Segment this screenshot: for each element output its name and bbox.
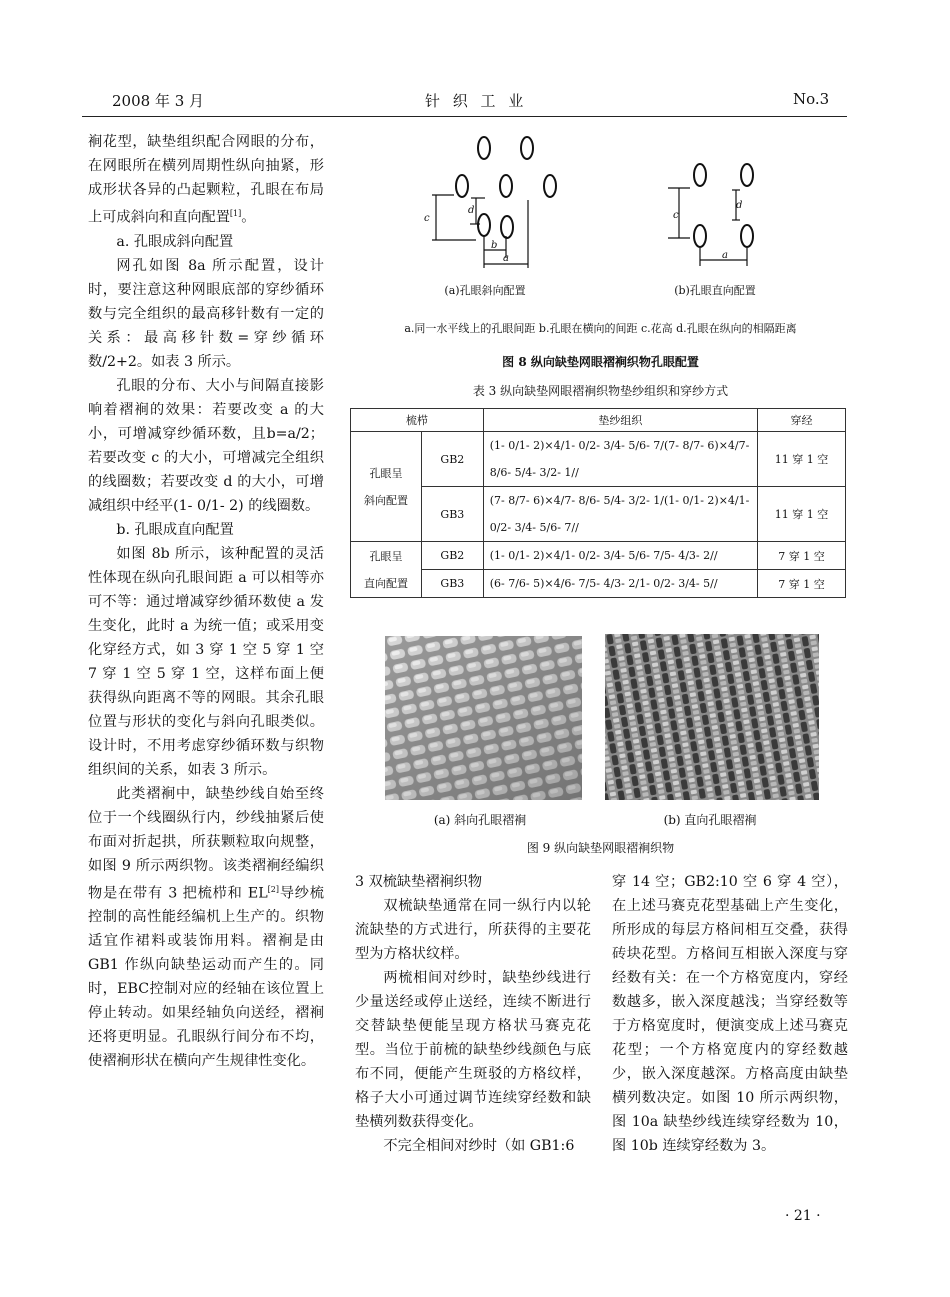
figure-9a-caption: (a) 斜向孔眼褶裥 bbox=[433, 813, 527, 827]
bar-cell: GB2 bbox=[422, 542, 484, 570]
fabric-photo-a bbox=[385, 636, 582, 800]
paragraph: 不完全相间对纱时（如 GB1:6 bbox=[383, 1138, 575, 1154]
figure-8-title: 图 8 纵向缺垫网眼褶裥织物孔眼配置 bbox=[502, 355, 699, 369]
threading-cell: 7 穿 1 空 bbox=[758, 570, 846, 598]
header-issue: No.3 bbox=[793, 90, 830, 108]
eyelet-holes-b bbox=[694, 164, 753, 247]
reference-mark: [1] bbox=[229, 209, 242, 218]
page-number: · 21 · bbox=[785, 1208, 821, 1224]
table-3-title: 表 3 纵向缺垫网眼褶裥织物垫纱组织和穿纱方式 bbox=[472, 384, 729, 398]
subheading-b: b. 孔眼成直向配置 bbox=[116, 521, 234, 538]
dimension-labels-b bbox=[673, 200, 742, 261]
group-label: 孔眼呈 bbox=[369, 549, 403, 563]
figure-8a-caption: (a)孔眼斜向配置 bbox=[444, 284, 526, 297]
paragraph: 双梳缺垫通常在同一纵行内以轮流缺垫的方式进行，所获得的主要花型为方格状纹样。 bbox=[355, 898, 591, 962]
left-column bbox=[88, 130, 324, 1073]
lapping-cell: (7- 8/7- 6)×4/7- 8/6- 5/4- 3/2- 1/(1- 0/1- 2)×4/1- 0/2- 3/4- 5/6- 7// bbox=[483, 487, 757, 542]
figure-9b-caption: (b) 直向孔眼褶裥 bbox=[663, 813, 757, 827]
threading-cell: 11 穿 1 空 bbox=[758, 432, 846, 487]
table-row bbox=[351, 432, 846, 487]
section-heading: 3 双梳缺垫褶裥织物 bbox=[355, 874, 483, 890]
table-row bbox=[351, 542, 846, 570]
label-a: a bbox=[503, 253, 509, 264]
threading-cell: 11 穿 1 空 bbox=[758, 487, 846, 542]
paragraph: 如图 8b 所示，该种配置的灵活性体现在纵向孔眼间距 a 可以相等亦可不等：通过增减穿纱循环数使 a 发生变化，此时 a 为统一值；或采用变化穿经方式，如 3 穿 1 空 5 穿 1 空 7 穿 1 空 5 穿 1 空，这样布面上便获得纵向距离不等的网眼。其余孔眼位置与形状的变化与斜向孔眼类似。设计时，不用考虑穿纱循环数与织物组织间的关系，如表 3 所示。 bbox=[88, 545, 324, 778]
paragraph: 孔眼的分布、大小与间隔直接影响着褶裥的效果：若要改变 a 的大小，可增减穿纱循环数，且b=a/2；若要改变 c 的大小，可增减完全组织的线圈数；若要改变 d 的大小，可增减组织中经平(1- 0/1- 2) 的线圈数。 bbox=[88, 377, 324, 514]
group-label: 直向配置 bbox=[364, 576, 408, 590]
right-column bbox=[612, 870, 848, 1158]
paragraph-text: 导纱梳控制的高性能经编机上生产的。织物适宜作裙料或装饰用料。褶裥是由 GB1 作纵向缺垫运动而产生的。同时，EBC控制对应的经轴在该位置上停止转动。如果经轴负向送经，褶裥还将更明显。孔眼纵行间分布不均，使褶裥形状在横向产生规律性变化。 bbox=[88, 885, 324, 1070]
paragraph-text: 此类褶裥中，缺垫纱线自始至终位于一个线圈纵行内，纱线抽紧后使布面对折起拱，所获颗粒取向规整，如图 9 所示两织物。该类褶裥经编织物是在带有 3 把梳栉和 EL bbox=[88, 785, 324, 902]
threading-cell: 7 穿 1 空 bbox=[758, 542, 846, 570]
label-c: c bbox=[673, 210, 679, 221]
table-3 bbox=[350, 408, 846, 598]
paragraph: 网孔如图 8a 所示配置，设计时，要注意这种网眼底部的穿纱循环数与完全组织的最高移针数有一定的关系：最高移针数=穿纱循环数/2+2。如表 3 所示。 bbox=[88, 257, 324, 370]
table-header-row bbox=[351, 409, 846, 432]
paragraph bbox=[88, 130, 324, 230]
header-cell: 梳栉 bbox=[351, 409, 484, 432]
label-b: b bbox=[491, 240, 498, 251]
subheading-a: a. 孔眼成斜向配置 bbox=[116, 233, 234, 250]
table-row bbox=[351, 570, 846, 598]
header-date: 2008 年 3 月 bbox=[112, 92, 205, 110]
dimension-labels-a bbox=[424, 205, 509, 264]
figure-9-title: 图 9 纵向缺垫网眼褶裥织物 bbox=[526, 841, 675, 855]
lapping-cell: (1- 0/1- 2)×4/1- 0/2- 3/4- 5/6- 7/(7- 8/7- 6)×4/7- 8/6- 5/4- 3/2- 1// bbox=[483, 432, 757, 487]
reference-mark: [2] bbox=[267, 884, 280, 894]
label-d: d bbox=[468, 205, 475, 216]
group-cell bbox=[351, 432, 422, 542]
paragraph-end: 。 bbox=[241, 209, 256, 226]
header-cell: 穿经 bbox=[758, 409, 846, 432]
lapping-cell: (6- 7/6- 5)×4/6- 7/5- 4/3- 2/1- 0/2- 3/4- 5// bbox=[483, 570, 757, 598]
label-d: d bbox=[736, 200, 743, 211]
label-c: c bbox=[424, 213, 430, 224]
figure-8-legend: a.同一水平线上的孔眼间距 b.孔眼在横向的间距 c.花高 d.孔眼在纵向的相隔距离 bbox=[404, 322, 797, 335]
group-label: 孔眼呈 bbox=[369, 466, 403, 480]
header-rule bbox=[82, 116, 847, 117]
eyelet-holes-a bbox=[456, 137, 556, 238]
bar-cell: GB3 bbox=[422, 570, 484, 598]
header-journal: 针 织 工 业 bbox=[425, 92, 528, 110]
group-cell bbox=[351, 542, 422, 598]
paragraph: 穿 14 空；GB2:10 空 6 穿 4 空），在上述马赛克花型基础上产生变化，所形成的每层方格间相互交叠，获得砖块花型。方格间互相嵌入深度与穿经数有关：在一个方格宽度内，穿经数越多，嵌入深度越浅；当穿经数等于方格宽度时，便演变成上述马赛克花型；一个方格宽度内的穿经数越少，嵌入深度越深。方格高度由缺垫横列数决定。如图 10 所示两织物，图 10a 缺垫纱线连续穿经数为 10，图 10b 连续穿经数为 3。 bbox=[612, 874, 848, 1154]
bar-cell: GB2 bbox=[422, 432, 484, 487]
middle-column bbox=[355, 870, 591, 1158]
paragraph bbox=[88, 782, 324, 1074]
group-label: 斜向配置 bbox=[364, 493, 408, 507]
lapping-cell: (1- 0/1- 2)×4/1- 0/2- 3/4- 5/6- 7/5- 4/3- 2// bbox=[483, 542, 757, 570]
fabric-photo-b bbox=[605, 634, 819, 800]
table-row bbox=[351, 487, 846, 542]
bar-cell: GB3 bbox=[422, 487, 484, 542]
figure-8b-caption: (b)孔眼直向配置 bbox=[674, 284, 756, 297]
paragraph-text: 裥花型，缺垫组织配合网眼的分布，在网眼所在横列周期性纵向抽紧，形成形状各异的凸起颗粒，孔眼在布局上可成斜向和直向配置 bbox=[88, 134, 324, 226]
paragraph: 两梳相间对纱时，缺垫纱线进行少量送经或停止送经，连续不断进行交替缺垫便能呈现方格状马赛克花型。当位于前梳的缺垫纱线颜色与底布不同，便能产生斑驳的方格纹样，格子大小可通过调节连续穿经数和缺垫横列数获得变化。 bbox=[355, 970, 591, 1130]
header-cell: 垫纱组织 bbox=[483, 409, 757, 432]
label-a: a bbox=[722, 250, 728, 261]
figure-8-diagram bbox=[410, 128, 830, 298]
